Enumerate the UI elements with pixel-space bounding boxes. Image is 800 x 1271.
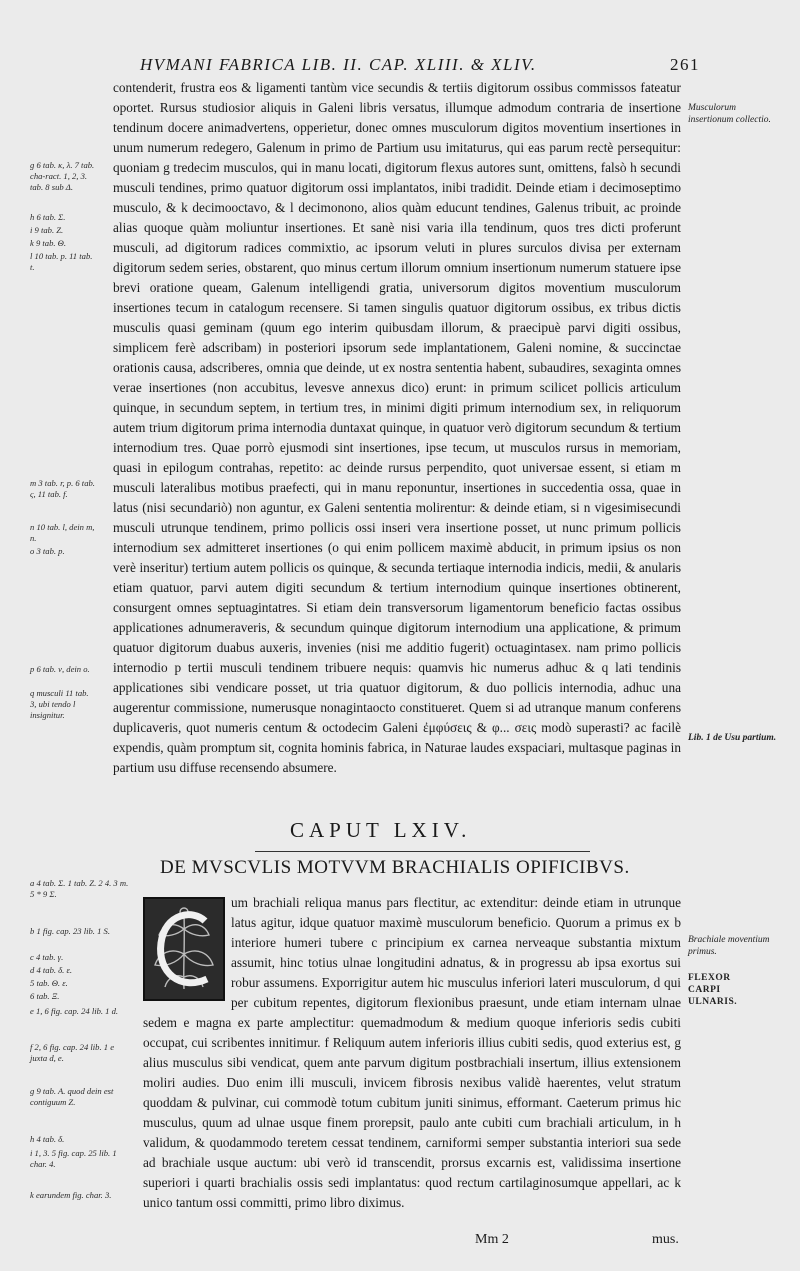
margin-note-n: n 10 tab. l, dein m, n. — [30, 522, 95, 543]
chapter-title: DE MVSCVLIS MOTVVM BRACHIALIS OPIFICIBVS. — [160, 857, 630, 878]
margin-note-q: q musculi 11 tab. 3, ubi tendo l insignitur. — [30, 688, 89, 720]
page-number: 261 — [670, 55, 700, 74]
right-note-insertions: Musculorum insertionum collectio. — [688, 103, 771, 125]
margin-note-k2: k earundem fig. char. 3. — [30, 1190, 112, 1200]
running-title: HVMANI FABRICA LIB. II. CAP. XLIII. & XLIV. — [140, 55, 537, 74]
paragraph-continued: contenderit, frustra eos & ligamenti tantùm vice secundis & tertiis digitorum ossibus commissos fateatur oportet. Rursus studiosior aliquis in Galeni libris versatus, illumque admodum contraria de insertione tendinum docere animadvertens, opperietur, donec omnes musculorum digitos moventium insertiones in unum numerum redegero, Galenum in primo de Partium usu imitaturus, qui eas parum rectè persequitur: quoniam g tredecim musculos, qui in manu locati, digitorum flexus autores sunt, omittens, falsò h secundi musculi tendines, primo quatuor digitorum ossi implantatos, inibi tradidit. Deinde etiam i decimoseptimo musculo, & k decimooctavo, & l decimonono, alios quàm educunt tendines, Galenus tribuit, ac proinde alias quoque quàm moliuntur insertiones. Et sanè nisi varia illa tendinum, quos tres dicti proferunt musculi, ad digitorum radices commixtio, ac ipsorum veluti in plures surculos divisa per externam digitorum sedem series, obstarent, quo minus certum illorum omnium insertionum numerum statuere ipse brevi oratione queam, Galenum intelligendi gratia, universorum digitos moventium musculorum insertiones tecum in catalogum recensere. Si tamen singulis quatuor digitorum ossibus, ex tribus dictis musculis quasi geminam (quum ego interim quibusdam illorum, & praecipuè parvi digiti ossibus, simplicem ferè adscribam) in posteriori ipsorum sede implantationem, Galeni nomine, & succinctae orationis causa, adscriberes, omnia que deinde, ut ex nostra sententia habent, subaudires, sexaginta omnes verae insertiones (non accubitus, levesve annexus dico) erunt: in primum scilicet pollicis articulum quinque, in secundum septem, in tertium tres, in minimi digiti primum internodium sex, in reliquorum autem trium digitorum prima internodia duntaxat quinque, in quatuor verò digitorum secundum & tertium internodium tres. Quae porrò ejusmodi sint insertiones, ipse tecum, ut musculos rursus in memoriam, quasi in epilogum contrahas, repetito: ac deinde rursus perpendito, quot universae essent, si etiam m musculi lateralibus motibus praefecti, qui in manu reponuntur, insertiones in succedentia ossa, quae in latus (nisi secundariò) non aguntur, ex Galeni sententia molirentur: & deinde etiam, si n vigesimisecundi musculi utrunque tendinem, primo pollicis ossi inseri vera insertione posset, ut nunc primum pollicis internodium sex admitteret insertiones (o qui enim pollicem maximè abducit, in primum ipsius os non verè inseritur) tertium autem pollicis os quinque, & secunda tertiaque internodia indicis, medii, & anularis etiam quatuor, parvi autem digiti secundum & tertium internodium quinque insertiones obtinerent, consurgent omnes septuagintatres. Si etiam dein transversorum ligamentorum beneficio factas ossibus applicationes adnumeraveris, & secundum quinque digitorum internodium una applicatione, & primum quatuor digitorum duabus auxeris, invenies (nisi me additio fugerit) octuagintasex. nam primo pollicis internodio p tertii musculi tendinem tribuere nequis: quamvis hic numerus adhuc & q lati tendinis applicationes sibi vendicare posset, ut tria quatuor digitorum, & duo pollicis internodia, adhuc una augerentur commissione, numerusque nonagintaocto constitueret. Quem si ad utranque manum conferens duplicaveris, quot numeris centum & octodecim Galeni ἐμφύσεις & φ... σεις modò superasti? ac facilè expendis, quàm promptum sit, cognita hominis fabrica, in Naturae laudes exspaciari, multasque paginas in partium usu diffuse recensendo absumere. — [113, 80, 681, 775]
margin-note-e: e 1, 6 fig. cap. 24 lib. 1 d. — [30, 1006, 119, 1016]
margin-note-g: g 6 tab. κ, λ. 7 tab. cha-ract. 1, 2, 3. tab. 8 sub Δ. — [30, 160, 95, 192]
signature-mark: Mm 2 — [475, 1232, 509, 1247]
running-header — [140, 55, 700, 75]
chapter-paragraph: um brachiali reliqua manus pars flectitur, ac extenditur: deinde etiam in utrunque latus agitur, idque quatuor maximè musculorum beneficio. Quorum a primus ex b interiore humeri tubere c principium ex carnea nerveaque substantia mixtum assumit, hinc totius ulnae longitudini adnatus, & in progressu ab ipsa exortus sui robur assumens. Exporrigitur autem hic musculus inferiori lateri musculorum, d qui per cubitum repentes, digitorum flexionibus praesunt, unde etiam internam ulnae sedem e magna ex parte amplectitur: quemadmodum & medium quoque inferioris sedis cubiti occupat, cui scribentes innitimur. f Reliquum autem inferioris illius cubiti sedis, quod exterius est, g alius musculus sibi vendicat, quem ante parvum digitum postbrachiali insertum, illius extensionem moliri audies. Duo enim illi musculi, invicem fibrosis nexibus validè haerentes, velut stratum quoddam & pulvinar, cui commodè totum cubitum juniti sinimus, efformant. Caeterum primus hic musculus, quum ad ulnae usque finem prorepsit, paulo ante cubiti cum brachiali articulum, in h validum, & quodammodo teretem cessat tendinem, carniformi semper substantia interiori sua sede ad brachiale usque auctum: ubi verò id transcendit, prorsus excarnis est, validissima insertione superiori i quarti brachialis ossis sedi implantatus: quod rectum cartilaginosumque appellari, ac k unico tantum ossi committi, primo libro diximus. — [143, 895, 681, 1210]
margin-note-p: p 6 tab. ν, dein ο. — [30, 664, 90, 674]
page-footer — [475, 1232, 509, 1248]
right-note-flexor: FLEXOR CARPI ULNARIS. — [688, 973, 738, 1007]
right-note-brachiale: Brachiale moventium primus. — [688, 935, 770, 957]
margin-note-o: o 3 tab. p. — [30, 546, 65, 556]
margin-note-d: d 4 tab. δ. ε. — [30, 965, 72, 975]
margin-note-k: k 9 tab. Θ. — [30, 238, 67, 248]
margin-note-a: a 4 tab. Σ. 1 tab. Z. 2 4. 3 m. 5 * 9 Σ. — [30, 878, 129, 899]
right-note-lib1: Lib. 1 de Usu partium. — [688, 733, 777, 743]
chapter-number: CAPUT LXIV. — [290, 818, 472, 842]
margin-note-m: m 3 tab. r, p. 6 tab. ς, 11 tab. f. — [30, 478, 95, 499]
foliate-ornament-icon — [145, 899, 223, 999]
margin-note-c: c 4 tab. γ. — [30, 952, 64, 962]
chapter-rule — [255, 851, 590, 852]
main-text-block — [113, 78, 681, 778]
bleed-through-text — [690, 180, 750, 410]
margin-note-d2: 5 tab. Θ. ε. — [30, 978, 68, 988]
margin-note-h2: h 4 tab. δ. — [30, 1134, 65, 1144]
margin-note-l: l 10 tab. p. 11 tab. t. — [30, 251, 93, 272]
margin-note-h: h 6 tab. Σ. — [30, 212, 66, 222]
margin-note-d3: 6 tab. Ξ. — [30, 991, 60, 1001]
margin-note-f: f 2, 6 fig. cap. 24 lib. 1 e juxta d, e. — [30, 1042, 115, 1063]
margin-note-i: i 9 tab. Z. — [30, 225, 64, 235]
margin-note-i2: i 1, 3. 5 fig. cap. 25 lib. 1 char. 4. — [30, 1148, 117, 1169]
decorated-initial-c-icon — [143, 897, 225, 1001]
margin-note-b: b 1 fig. cap. 23 lib. 1 S. — [30, 926, 110, 936]
margin-note-g2: g 9 tab. A. quod dein est contiguum Z. — [30, 1086, 114, 1107]
catchword: mus. — [652, 1232, 679, 1247]
